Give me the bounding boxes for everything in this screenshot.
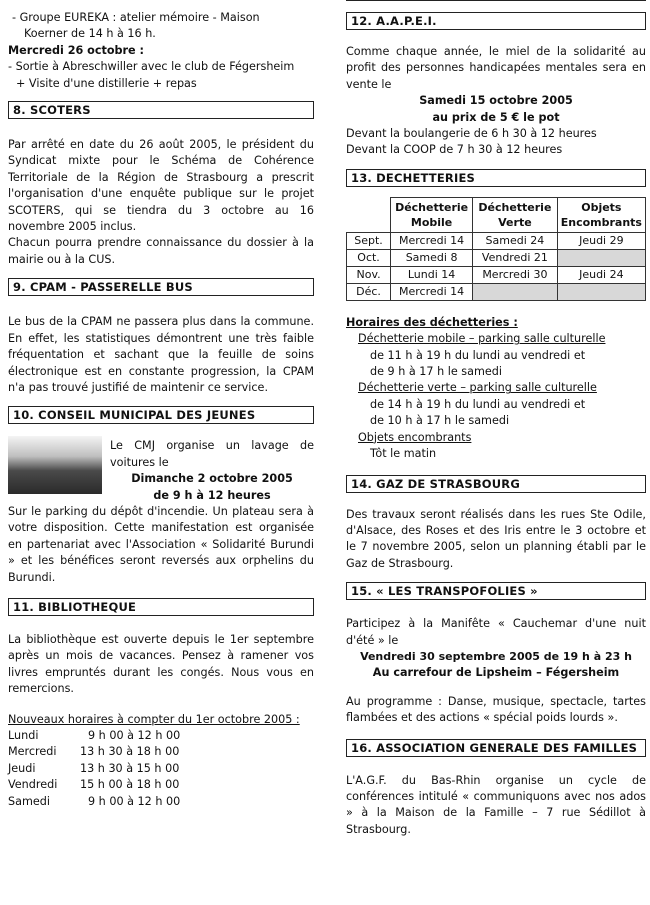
section-12-title: 12. A.A.P.E.I. bbox=[346, 12, 646, 30]
section-9-title: 9. CPAM - PASSERELLE BUS bbox=[8, 278, 314, 296]
section-12-text: Comme chaque année, le miel de la solidarité au profit des personnes handicapées mentales sera en vente le bbox=[346, 45, 646, 91]
cell-month: Nov. bbox=[347, 266, 391, 283]
hours-day: Mercredi bbox=[8, 745, 57, 759]
intro-item-2: - Sortie à Abreschwiller avec le club de Fégersheim bbox=[8, 60, 295, 74]
cell-month: Déc. bbox=[347, 283, 391, 300]
hours-row bbox=[8, 761, 314, 777]
intro-item-1-cont: Koerner de 14 h à 16 h. bbox=[24, 27, 156, 41]
table-row bbox=[347, 232, 646, 249]
section-15-date: Vendredi 30 septembre 2005 de 19 h à 23 h bbox=[360, 649, 632, 663]
section-14-title: 14. GAZ DE STRASBOURG bbox=[346, 475, 646, 493]
cell-objets: Jeudi 24 bbox=[557, 266, 645, 283]
header-mobile: Déchetterie Mobile bbox=[391, 197, 473, 232]
cell-mobile: Lundi 14 bbox=[391, 266, 473, 283]
cell-verte: Vendredi 21 bbox=[473, 249, 558, 266]
header-verte: Déchetterie Verte bbox=[473, 197, 558, 232]
section-11-text: La bibliothèque est ouverte depuis le 1er septembre après un mois de vacances. Pensez à ramener vos livres empruntés durant les congés. Nous vous en remercions. bbox=[8, 632, 314, 696]
section-11-hours-title: Nouveaux horaires à compter du 1er octobre 2005 : bbox=[8, 712, 300, 726]
left-column bbox=[8, 0, 314, 810]
hours-value: 9 h 00 à 12 h 00 bbox=[88, 794, 181, 808]
cell-month: Oct. bbox=[347, 249, 391, 266]
opening-hours-list bbox=[8, 728, 314, 810]
hours-row bbox=[8, 744, 314, 760]
section-10-text: Sur le parking du dépôt d'incendie. Un plateau sera à votre disposition. Cette manifestation est organisée en partenariat avec l'Association « Solidarité Burundi » et les bénéfices seront reversés aux orphelins du Burundi. bbox=[8, 504, 314, 584]
dechetteries-hours-title: Horaires des déchetteries : bbox=[346, 315, 518, 329]
objets-title: Objets encombrants bbox=[358, 430, 472, 444]
hours-day: Samedi bbox=[8, 794, 50, 808]
table-header-row bbox=[347, 197, 646, 232]
intro-item-3: + Visite d'une distillerie + repas bbox=[16, 76, 197, 90]
hours-value: 13 h 30 à 18 h 00 bbox=[80, 745, 180, 759]
section-16-title: 16. ASSOCIATION GENERALE DES FAMILLES bbox=[346, 739, 646, 757]
hours-row bbox=[8, 777, 314, 793]
cell-verte: Mercredi 30 bbox=[473, 266, 558, 283]
cell-mobile: Mercredi 14 bbox=[391, 283, 473, 300]
car-wash-photo bbox=[8, 436, 102, 494]
cell-objets bbox=[557, 283, 645, 300]
section-12-date: Samedi 15 octobre 2005 bbox=[419, 94, 573, 108]
section-10-time: de 9 h à 12 heures bbox=[153, 488, 271, 502]
hours-value: 15 h 00 à 18 h 00 bbox=[80, 778, 180, 792]
hours-day: Lundi bbox=[8, 729, 39, 742]
section-10-intro: Le CMJ organise un lavage de voitures le bbox=[110, 439, 314, 469]
table-row bbox=[347, 249, 646, 266]
section-15-program: Au programme : Danse, musique, spectacle, tartes flambées et des actions « spécial poids lourds ». bbox=[346, 694, 646, 725]
section-10-date: Dimanche 2 octobre 2005 bbox=[131, 472, 293, 486]
section-10-title: 10. CONSEIL MUNICIPAL DES JEUNES bbox=[8, 406, 314, 424]
section-8-text-2: Chacun pourra prendre connaissance du dossier à la mairie ou à la CUS. bbox=[8, 236, 314, 266]
cell-verte: Samedi 24 bbox=[473, 232, 558, 249]
table-row bbox=[347, 266, 646, 283]
right-column bbox=[346, 0, 646, 838]
section-13-title: 13. DECHETTERIES bbox=[346, 169, 646, 187]
objets-hours: Tôt le matin bbox=[370, 447, 437, 461]
section-15-place: Au carrefour de Lipsheim – Fégersheim bbox=[372, 666, 620, 680]
intro-item-1: - Groupe EUREKA : atelier mémoire - Maison bbox=[12, 11, 260, 24]
section-10-body bbox=[8, 438, 314, 586]
section-8-text: Par arrêté en date du 26 août 2005, le président du Syndicat mixte pour le Schéma de Cohérence Territoriale de la Région de Strasbourg a prescrit l'organisation d'une enquête publique sur le projet SCOTERS, qui se tiendra du 3 octobre au 16 novembre 2005 inclus. bbox=[8, 138, 314, 234]
section-11-title: 11. BIBLIOTHEQUE bbox=[8, 598, 314, 616]
verte-title: Déchetterie verte – parking salle culturelle bbox=[358, 381, 597, 395]
hours-value: 13 h 30 à 15 h 00 bbox=[80, 761, 180, 775]
cell-mobile: Mercredi 14 bbox=[391, 232, 473, 249]
mobile-hours-1: de 11 h à 19 h du lundi au vendredi et bbox=[370, 348, 586, 362]
header-objets: Objets Encombrants bbox=[557, 197, 645, 232]
intro-date: Mercredi 26 octobre : bbox=[8, 43, 145, 57]
section-12-price: au prix de 5 € le pot bbox=[432, 110, 560, 124]
verte-hours-1: de 14 h à 19 h du lundi au vendredi et bbox=[370, 397, 586, 411]
dechetteries-table bbox=[346, 197, 646, 301]
section-9-text: Le bus de la CPAM ne passera plus dans la commune. En effet, les statistiques démontrent une très faible fréquentation et sachant que la feuille de soins électronique est en constante progression, la CPAM n'a pas trouvé justifié de maintenir ce service. bbox=[8, 315, 314, 394]
section-15-text: Participez à la Manifête « Cauchemar d'une nuit d'été » le bbox=[346, 617, 646, 647]
mobile-hours-2: de 9 h à 17 h le samedi bbox=[370, 365, 502, 379]
hours-row bbox=[8, 794, 314, 810]
cell-objets bbox=[557, 249, 645, 266]
mobile-title: Déchetterie mobile – parking salle culturelle bbox=[358, 332, 606, 346]
hours-row bbox=[8, 728, 314, 744]
table-row bbox=[347, 283, 646, 300]
section-8-title: 8. SCOTERS bbox=[8, 101, 314, 119]
section-16-text: L'A.G.F. du Bas-Rhin organise un cycle de conférences intitulé « communiquons avec nos ados » à la Maison de la Famille – 7 rue Sédillot à Strasbourg. bbox=[346, 773, 646, 836]
section-12-line-2: Devant la COOP de 7 h 30 à 12 heures bbox=[346, 143, 563, 157]
cell-month: Sept. bbox=[347, 232, 391, 249]
cell-mobile: Samedi 8 bbox=[391, 249, 473, 266]
section-12-line-1: Devant la boulangerie de 6 h 30 à 12 heures bbox=[346, 127, 597, 141]
cell-objets: Jeudi 29 bbox=[557, 232, 645, 249]
hours-day: Vendredi bbox=[8, 778, 58, 792]
hours-value: 9 h 00 à 12 h 00 bbox=[88, 729, 181, 742]
section-15-title: 15. « LES TRANSPOFOLIES » bbox=[346, 582, 646, 600]
cell-verte bbox=[473, 283, 558, 300]
verte-hours-2: de 10 h à 17 h le samedi bbox=[370, 414, 510, 428]
hours-day: Jeudi bbox=[8, 761, 36, 775]
section-14-text: Des travaux seront réalisés dans les rues Ste Odile, d'Alsace, des Roses et des Iris entre le 3 octobre et le 7 novembre 2005, selon un planning établi par le Gaz de Strasbourg. bbox=[346, 507, 646, 570]
